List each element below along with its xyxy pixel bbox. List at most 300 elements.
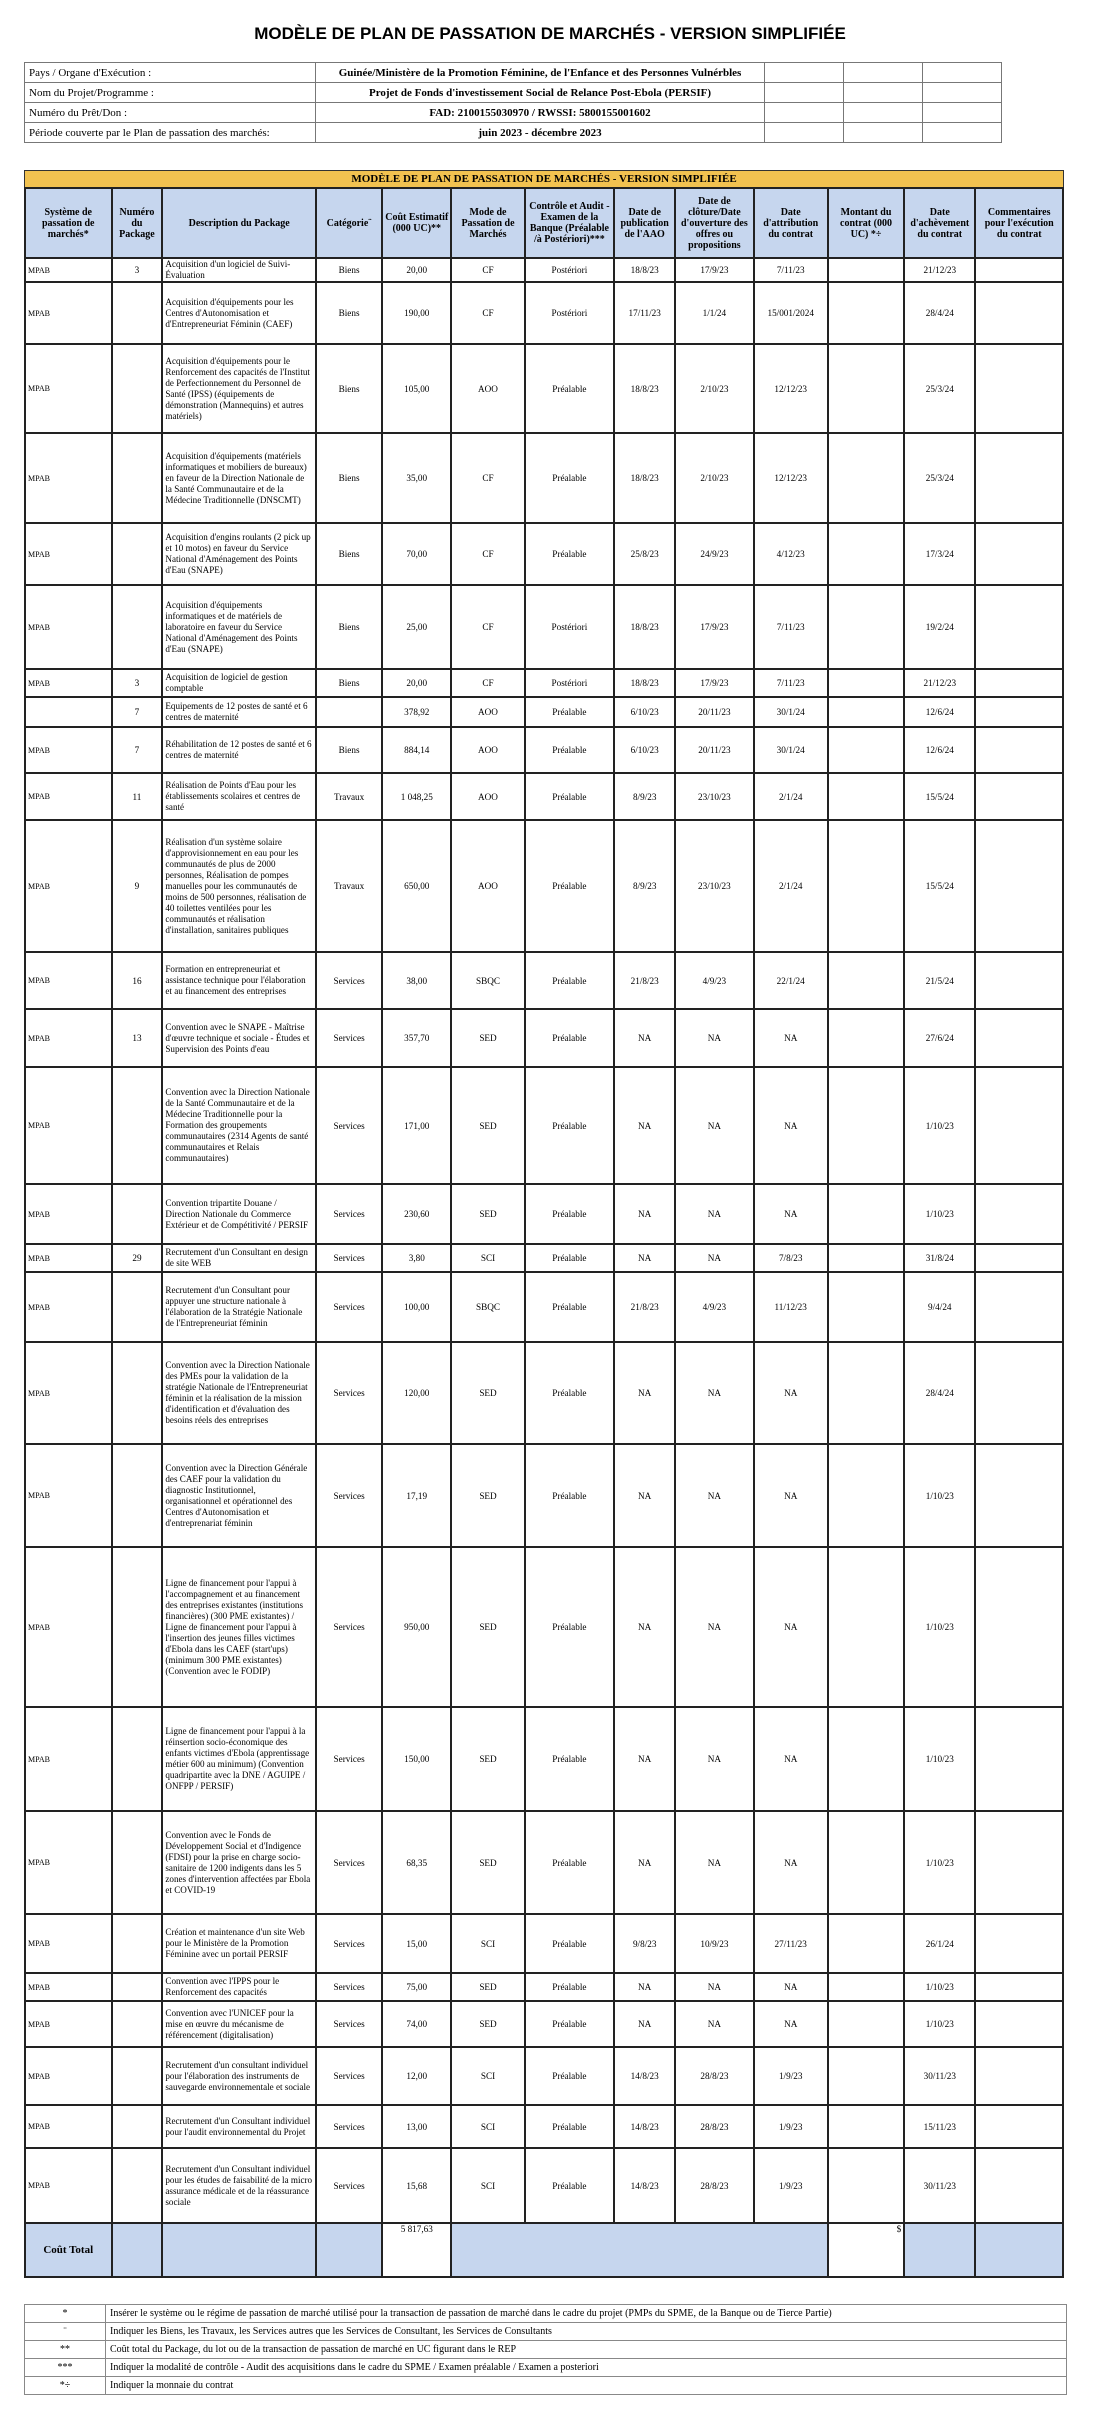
review-type-cell: Préalable	[525, 433, 615, 523]
package-number-cell	[112, 1342, 163, 1444]
footnote-symbol: ¨	[25, 2323, 106, 2341]
info-value: Projet de Fonds d'investissement Social de Relance Post-Ebola (PERSIF)	[316, 83, 765, 103]
category-cell	[316, 697, 382, 727]
table-row	[25, 1811, 1063, 1914]
closing-date-cell: 20/11/23	[675, 727, 753, 773]
completion-date-cell: 28/4/24	[904, 282, 975, 344]
table-header-row	[25, 188, 1063, 258]
procurement-mode-cell: SCI	[451, 2047, 524, 2105]
award-date-cell: 30/1/24	[754, 727, 828, 773]
procurement-system-cell: MPAB	[25, 2001, 112, 2047]
procurement-system-cell: MPAB	[25, 1342, 112, 1444]
publication-date-cell: 9/8/23	[614, 1914, 675, 1973]
procurement-system-cell: MPAB	[25, 523, 112, 585]
procurement-system-cell: MPAB	[25, 1444, 112, 1547]
info-empty-cell	[844, 83, 923, 103]
contract-amount-cell	[828, 1811, 904, 1914]
category-cell: Services	[316, 1547, 382, 1707]
completion-date-cell: 21/12/23	[904, 258, 975, 282]
closing-date-cell: NA	[675, 1009, 753, 1067]
package-number-cell	[112, 1272, 163, 1342]
table-row	[25, 2148, 1063, 2223]
closing-date-cell: 24/9/23	[675, 523, 753, 585]
completion-date-cell: 1/10/23	[904, 1811, 975, 1914]
package-number-cell	[112, 1444, 163, 1547]
estimated-cost-cell: 25,00	[382, 585, 451, 669]
footnote-symbol: *	[25, 2305, 106, 2323]
publication-date-cell: 18/8/23	[614, 585, 675, 669]
estimated-cost-cell: 17,19	[382, 1444, 451, 1547]
procurement-system-cell: MPAB	[25, 2105, 112, 2148]
closing-date-cell: 23/10/23	[675, 773, 753, 820]
contract-amount-cell	[828, 669, 904, 697]
footnote-symbol: ***	[25, 2359, 106, 2377]
package-number-cell	[112, 344, 163, 433]
info-empty-cell	[923, 83, 1002, 103]
category-cell: Biens	[316, 523, 382, 585]
review-type-cell: Préalable	[525, 820, 615, 952]
procurement-mode-cell: CF	[451, 585, 524, 669]
comments-cell	[975, 773, 1063, 820]
contract-amount-cell	[828, 697, 904, 727]
closing-date-cell: 1/1/24	[675, 282, 753, 344]
comments-cell	[975, 1184, 1063, 1244]
table-row	[25, 258, 1063, 282]
completion-date-cell: 25/3/24	[904, 344, 975, 433]
comments-cell	[975, 344, 1063, 433]
contract-amount-cell	[828, 820, 904, 952]
procurement-mode-cell: SED	[451, 1444, 524, 1547]
procurement-system-cell: MPAB	[25, 1009, 112, 1067]
award-date-cell: 2/1/24	[754, 820, 828, 952]
contract-amount-cell	[828, 1067, 904, 1184]
estimated-cost-cell: 13,00	[382, 2105, 451, 2148]
completion-date-cell: 9/4/24	[904, 1272, 975, 1342]
review-type-cell: Préalable	[525, 2001, 615, 2047]
procurement-mode-cell: SED	[451, 1009, 524, 1067]
total-label: Coût Total	[25, 2223, 112, 2277]
estimated-cost-cell: 650,00	[382, 820, 451, 952]
table-row	[25, 523, 1063, 585]
package-description-cell: Convention avec la Direction Nationale des PMEs pour la validation de la stratégie Nationale de l'Entrepreneuriat féminin et la réalisation de la mission d'identification et d'évaluation des besoins réels des entreprises	[162, 1342, 316, 1444]
closing-date-cell: 28/8/23	[675, 2148, 753, 2223]
info-label: Pays / Organe d'Exécution :	[25, 63, 316, 83]
review-type-cell: Préalable	[525, 1973, 615, 2001]
footnote-text: Indiquer la monnaie du contrat	[106, 2377, 1067, 2395]
package-number-cell	[112, 1067, 163, 1184]
completion-date-cell: 30/11/23	[904, 2047, 975, 2105]
procurement-system-cell: MPAB	[25, 1707, 112, 1811]
award-date-cell: NA	[754, 1811, 828, 1914]
procurement-mode-cell: SED	[451, 1184, 524, 1244]
info-row	[25, 83, 1002, 103]
package-number-cell: 29	[112, 1244, 163, 1272]
table-row	[25, 1707, 1063, 1811]
category-cell: Biens	[316, 585, 382, 669]
review-type-cell: Préalable	[525, 1244, 615, 1272]
info-empty-cell	[765, 83, 844, 103]
comments-cell	[975, 1009, 1063, 1067]
table-row	[25, 1272, 1063, 1342]
package-number-cell	[112, 2001, 163, 2047]
award-date-cell: 4/12/23	[754, 523, 828, 585]
contract-amount-cell	[828, 523, 904, 585]
closing-date-cell: NA	[675, 1342, 753, 1444]
info-empty-cell	[844, 123, 923, 143]
procurement-system-cell: MPAB	[25, 820, 112, 952]
review-type-cell: Préalable	[525, 1914, 615, 1973]
award-date-cell: NA	[754, 1547, 828, 1707]
package-number-cell	[112, 2047, 163, 2105]
award-date-cell: 30/1/24	[754, 697, 828, 727]
table-row	[25, 1184, 1063, 1244]
contract-amount-cell	[828, 1914, 904, 1973]
table-row	[25, 344, 1063, 433]
category-cell: Services	[316, 2001, 382, 2047]
review-type-cell: Préalable	[525, 952, 615, 1009]
table-row	[25, 1067, 1063, 1184]
table-row	[25, 2001, 1063, 2047]
comments-cell	[975, 1973, 1063, 2001]
comments-cell	[975, 697, 1063, 727]
table-row	[25, 585, 1063, 669]
publication-date-cell: 14/8/23	[614, 2047, 675, 2105]
comments-cell	[975, 1244, 1063, 1272]
closing-date-cell: NA	[675, 1184, 753, 1244]
package-description-cell: Recrutement d'un Consultant individuel pour l'audit environnemental du Projet	[162, 2105, 316, 2148]
package-description-cell: Convention avec l'UNICEF pour la mise en œuvre du mécanisme de référencement (digitalisation)	[162, 2001, 316, 2047]
procurement-system-cell: MPAB	[25, 952, 112, 1009]
publication-date-cell: 18/8/23	[614, 669, 675, 697]
package-description-cell: Ligne de financement pour l'appui à l'accompagnement et au financement des entreprises existantes (institutions financières) (300 PME existantes) / Ligne de financement pour l'appui à l'insertion des jeunes filles victimes d'Ebola dans les CAEF (start'ups) (minimum 300 PME existantes) (Convention avec le FODIP)	[162, 1547, 316, 1707]
award-date-cell: 22/1/24	[754, 952, 828, 1009]
package-number-cell: 13	[112, 1009, 163, 1067]
estimated-cost-cell: 171,00	[382, 1067, 451, 1184]
procurement-mode-cell: SED	[451, 1547, 524, 1707]
column-header: Date d'attribution du contrat	[754, 188, 828, 258]
table-row	[25, 669, 1063, 697]
publication-date-cell: NA	[614, 1184, 675, 1244]
procurement-mode-cell: AOO	[451, 773, 524, 820]
package-description-cell: Convention avec la Direction Nationale de la Santé Communautaire et de la Médecine Traditionnelle pour la Formation des groupements communautaires (2314 Agents de santé communautaires et Relais communautaires)	[162, 1067, 316, 1184]
contract-amount-cell	[828, 2047, 904, 2105]
package-description-cell: Acquisition d'équipements pour les Centres d'Autonomisation et d'Entrepreneuriat Féminin (CAEF)	[162, 282, 316, 344]
review-type-cell: Préalable	[525, 1067, 615, 1184]
contract-amount-cell	[828, 1009, 904, 1067]
category-cell: Biens	[316, 433, 382, 523]
procurement-mode-cell: SED	[451, 1342, 524, 1444]
closing-date-cell: NA	[675, 1444, 753, 1547]
project-info-table	[24, 62, 1002, 143]
footnote-row	[25, 2377, 1067, 2395]
completion-date-cell: 12/6/24	[904, 727, 975, 773]
package-description-cell: Acquisition de logiciel de gestion comptable	[162, 669, 316, 697]
comments-cell	[975, 523, 1063, 585]
package-description-cell: Convention avec la Direction Générale des CAEF pour la validation du diagnostic Institutionnel, organisationnel et opérationnel des Centres d'Autonomisation et d'entreprenariat féminin	[162, 1444, 316, 1547]
category-cell: Biens	[316, 282, 382, 344]
info-row	[25, 123, 1002, 143]
completion-date-cell: 27/6/24	[904, 1009, 975, 1067]
publication-date-cell: 14/8/23	[614, 2105, 675, 2148]
publication-date-cell: NA	[614, 1009, 675, 1067]
total-empty-cell	[904, 2223, 975, 2277]
package-number-cell	[112, 1973, 163, 2001]
publication-date-cell: 8/9/23	[614, 773, 675, 820]
award-date-cell: 7/8/23	[754, 1244, 828, 1272]
info-empty-cell	[923, 123, 1002, 143]
closing-date-cell: NA	[675, 1707, 753, 1811]
package-description-cell: Réalisation de Points d'Eau pour les établissements scolaires et centres de santé	[162, 773, 316, 820]
procurement-system-cell: MPAB	[25, 1811, 112, 1914]
procurement-mode-cell: AOO	[451, 344, 524, 433]
contract-amount-cell	[828, 727, 904, 773]
package-description-cell: Réhabilitation de 12 postes de santé et 6 centres de maternité	[162, 727, 316, 773]
procurement-system-cell: MPAB	[25, 2148, 112, 2223]
column-header: Description du Package	[162, 188, 316, 258]
publication-date-cell: NA	[614, 1444, 675, 1547]
estimated-cost-cell: 150,00	[382, 1707, 451, 1811]
table-row	[25, 1244, 1063, 1272]
column-header: Numéro du Package	[112, 188, 163, 258]
publication-date-cell: 18/8/23	[614, 258, 675, 282]
total-cost-cell: 5 817,63	[382, 2223, 451, 2277]
publication-date-cell: 6/10/23	[614, 697, 675, 727]
comments-cell	[975, 1547, 1063, 1707]
procurement-system-cell: MPAB	[25, 433, 112, 523]
procurement-mode-cell: SCI	[451, 1914, 524, 1973]
column-header: Système de passation de marchés*	[25, 188, 112, 258]
category-cell: Travaux	[316, 820, 382, 952]
procurement-system-cell: MPAB	[25, 1272, 112, 1342]
comments-cell	[975, 1914, 1063, 1973]
table-row	[25, 1547, 1063, 1707]
completion-date-cell: 31/8/24	[904, 1244, 975, 1272]
procurement-mode-cell: SED	[451, 1707, 524, 1811]
publication-date-cell: NA	[614, 1547, 675, 1707]
estimated-cost-cell: 75,00	[382, 1973, 451, 2001]
award-date-cell: NA	[754, 1444, 828, 1547]
publication-date-cell: 17/11/23	[614, 282, 675, 344]
procurement-system-cell: MPAB	[25, 585, 112, 669]
publication-date-cell: 18/8/23	[614, 344, 675, 433]
procurement-mode-cell: AOO	[451, 820, 524, 952]
publication-date-cell: NA	[614, 1244, 675, 1272]
award-date-cell: NA	[754, 2001, 828, 2047]
procurement-mode-cell: AOO	[451, 697, 524, 727]
publication-date-cell: 25/8/23	[614, 523, 675, 585]
completion-date-cell: 1/10/23	[904, 1067, 975, 1184]
estimated-cost-cell: 12,00	[382, 2047, 451, 2105]
contract-amount-cell	[828, 433, 904, 523]
review-type-cell: Préalable	[525, 2047, 615, 2105]
package-description-cell: Recrutement d'un Consultant pour appuyer une structure nationale à l'élaboration de la Stratégie Nationale de l'Entrepreneuriat féminin	[162, 1272, 316, 1342]
info-label: Période couverte par le Plan de passation des marchés:	[25, 123, 316, 143]
completion-date-cell: 1/10/23	[904, 1973, 975, 2001]
package-number-cell: 3	[112, 258, 163, 282]
procurement-mode-cell: CF	[451, 669, 524, 697]
contract-amount-cell	[828, 1184, 904, 1244]
info-value: FAD: 2100155030970 / RWSSI: 5800155001602	[316, 103, 765, 123]
procurement-system-cell: MPAB	[25, 1973, 112, 2001]
comments-cell	[975, 433, 1063, 523]
publication-date-cell: 14/8/23	[614, 2148, 675, 2223]
estimated-cost-cell: 3,80	[382, 1244, 451, 1272]
review-type-cell: Préalable	[525, 1272, 615, 1342]
footnote-row	[25, 2323, 1067, 2341]
contract-amount-cell	[828, 2105, 904, 2148]
comments-cell	[975, 952, 1063, 1009]
publication-date-cell: 6/10/23	[614, 727, 675, 773]
package-number-cell: 7	[112, 697, 163, 727]
table-row	[25, 433, 1063, 523]
publication-date-cell: NA	[614, 1811, 675, 1914]
procurement-system-cell: MPAB	[25, 2047, 112, 2105]
table-row	[25, 282, 1063, 344]
table-row	[25, 1973, 1063, 2001]
package-description-cell: Acquisition d'un logiciel de Suivi-Évaluation	[162, 258, 316, 282]
total-empty-cell	[316, 2223, 382, 2277]
comments-cell	[975, 820, 1063, 952]
info-empty-cell	[923, 103, 1002, 123]
procurement-mode-cell: CF	[451, 282, 524, 344]
package-number-cell: 7	[112, 727, 163, 773]
closing-date-cell: NA	[675, 1067, 753, 1184]
table-row	[25, 1444, 1063, 1547]
package-number-cell	[112, 1547, 163, 1707]
procurement-mode-cell: SED	[451, 1811, 524, 1914]
package-number-cell	[112, 2148, 163, 2223]
package-number-cell: 3	[112, 669, 163, 697]
procurement-system-cell: MPAB	[25, 727, 112, 773]
contract-amount-cell	[828, 258, 904, 282]
document-title: MODÈLE DE PLAN DE PASSATION DE MARCHÉS - VERSION SIMPLIFIÉE	[254, 24, 846, 43]
review-type-cell: Préalable	[525, 523, 615, 585]
category-cell: Services	[316, 1973, 382, 2001]
package-number-cell	[112, 282, 163, 344]
estimated-cost-cell: 120,00	[382, 1342, 451, 1444]
contract-amount-cell	[828, 2148, 904, 2223]
comments-cell	[975, 2148, 1063, 2223]
column-header: Date de clôture/Date d'ouverture des offres ou propositions	[675, 188, 753, 258]
procurement-mode-cell: SED	[451, 2001, 524, 2047]
package-number-cell	[112, 1707, 163, 1811]
publication-date-cell: 21/8/23	[614, 952, 675, 1009]
review-type-cell: Préalable	[525, 1707, 615, 1811]
category-cell: Biens	[316, 258, 382, 282]
procurement-plan-table	[24, 187, 1064, 2278]
award-date-cell: 7/11/23	[754, 258, 828, 282]
column-header: Date d'achèvement du contrat	[904, 188, 975, 258]
package-description-cell: Formation en entrepreneuriat et assistance technique pour l'élaboration et au financement des entreprises	[162, 952, 316, 1009]
procurement-mode-cell: CF	[451, 433, 524, 523]
procurement-mode-cell: SBQC	[451, 952, 524, 1009]
closing-date-cell: NA	[675, 1547, 753, 1707]
procurement-system-cell: MPAB	[25, 1184, 112, 1244]
procurement-system-cell: MPAB	[25, 258, 112, 282]
package-number-cell: 16	[112, 952, 163, 1009]
estimated-cost-cell: 74,00	[382, 2001, 451, 2047]
review-type-cell: Préalable	[525, 697, 615, 727]
category-cell: Services	[316, 1244, 382, 1272]
package-description-cell: Recrutement d'un Consultant en design de site WEB	[162, 1244, 316, 1272]
contract-amount-cell	[828, 1244, 904, 1272]
closing-date-cell: 28/8/23	[675, 2047, 753, 2105]
info-empty-cell	[765, 63, 844, 83]
package-description-cell: Recrutement d'un consultant individuel pour l'élaboration des instruments de sauvegarde environnementale et sociale	[162, 2047, 316, 2105]
completion-date-cell: 21/12/23	[904, 669, 975, 697]
comments-cell	[975, 282, 1063, 344]
package-description-cell: Convention avec l'IPPS pour le Renforcement des capacités	[162, 1973, 316, 2001]
completion-date-cell: 1/10/23	[904, 1184, 975, 1244]
completion-date-cell: 15/5/24	[904, 820, 975, 952]
package-description-cell: Equipements de 12 postes de santé et 6 centres de maternité	[162, 697, 316, 727]
completion-date-cell: 19/2/24	[904, 585, 975, 669]
category-cell: Biens	[316, 669, 382, 697]
comments-cell	[975, 2105, 1063, 2148]
procurement-system-cell: MPAB	[25, 773, 112, 820]
comments-cell	[975, 1811, 1063, 1914]
column-header: Commentaires pour l'exécution du contrat	[975, 188, 1063, 258]
package-description-cell: Acquisition d'engins roulants (2 pick up et 10 motos) en faveur du Service National d'Aménagement des Points d'Eau (SNAPE)	[162, 523, 316, 585]
review-type-cell: Préalable	[525, 1547, 615, 1707]
review-type-cell: Préalable	[525, 1184, 615, 1244]
closing-date-cell: 4/9/23	[675, 952, 753, 1009]
contract-amount-cell	[828, 1707, 904, 1811]
publication-date-cell: NA	[614, 1067, 675, 1184]
info-empty-cell	[844, 103, 923, 123]
comments-cell	[975, 1272, 1063, 1342]
procurement-system-cell	[25, 697, 112, 727]
package-description-cell: Acquisition d'équipements pour le Renforcement des capacités de l'Institut de Perfectionnement du Personnel de Santé (IPSS) (équipements de démonstration (Mannequins) et autres matériels)	[162, 344, 316, 433]
package-description-cell: Acquisition d'équipements (matériels informatiques et mobiliers de bureaux) en faveur de la Direction Nationale de la Santé Communautaire et de la Médecine Traditionnelle (DNSCMT)	[162, 433, 316, 523]
procurement-mode-cell: SBQC	[451, 1272, 524, 1342]
contract-amount-cell	[828, 1272, 904, 1342]
comments-cell	[975, 1444, 1063, 1547]
closing-date-cell: NA	[675, 1244, 753, 1272]
package-number-cell	[112, 2105, 163, 2148]
completion-date-cell: 25/3/24	[904, 433, 975, 523]
procurement-mode-cell: SED	[451, 1973, 524, 2001]
info-empty-cell	[923, 63, 1002, 83]
package-number-cell	[112, 585, 163, 669]
total-empty-cell	[162, 2223, 316, 2277]
contract-amount-cell	[828, 773, 904, 820]
package-number-cell	[112, 433, 163, 523]
completion-date-cell: 1/10/23	[904, 1707, 975, 1811]
award-date-cell: NA	[754, 1184, 828, 1244]
category-cell: Services	[316, 1444, 382, 1547]
procurement-mode-cell: SCI	[451, 2148, 524, 2223]
procurement-system-cell: MPAB	[25, 669, 112, 697]
comments-cell	[975, 2001, 1063, 2047]
estimated-cost-cell: 378,92	[382, 697, 451, 727]
footnote-text: Coût total du Package, du lot ou de la transaction de passation de marché en UC figurant dans le REP	[106, 2341, 1067, 2359]
category-cell: Services	[316, 1009, 382, 1067]
package-number-cell	[112, 1811, 163, 1914]
footnote-symbol: **	[25, 2341, 106, 2359]
comments-cell	[975, 258, 1063, 282]
info-value: Guinée/Ministère de la Promotion Féminine, de l'Enfance et des Personnes Vulnérbles	[316, 63, 765, 83]
review-type-cell: Préalable	[525, 1811, 615, 1914]
publication-date-cell: NA	[614, 1973, 675, 2001]
info-row	[25, 63, 1002, 83]
completion-date-cell: 12/6/24	[904, 697, 975, 727]
award-date-cell: 27/11/23	[754, 1914, 828, 1973]
footnote-symbol: *÷	[25, 2377, 106, 2395]
contract-amount-cell	[828, 2001, 904, 2047]
closing-date-cell: 2/10/23	[675, 344, 753, 433]
info-label: Nom du Projet/Programme :	[25, 83, 316, 103]
